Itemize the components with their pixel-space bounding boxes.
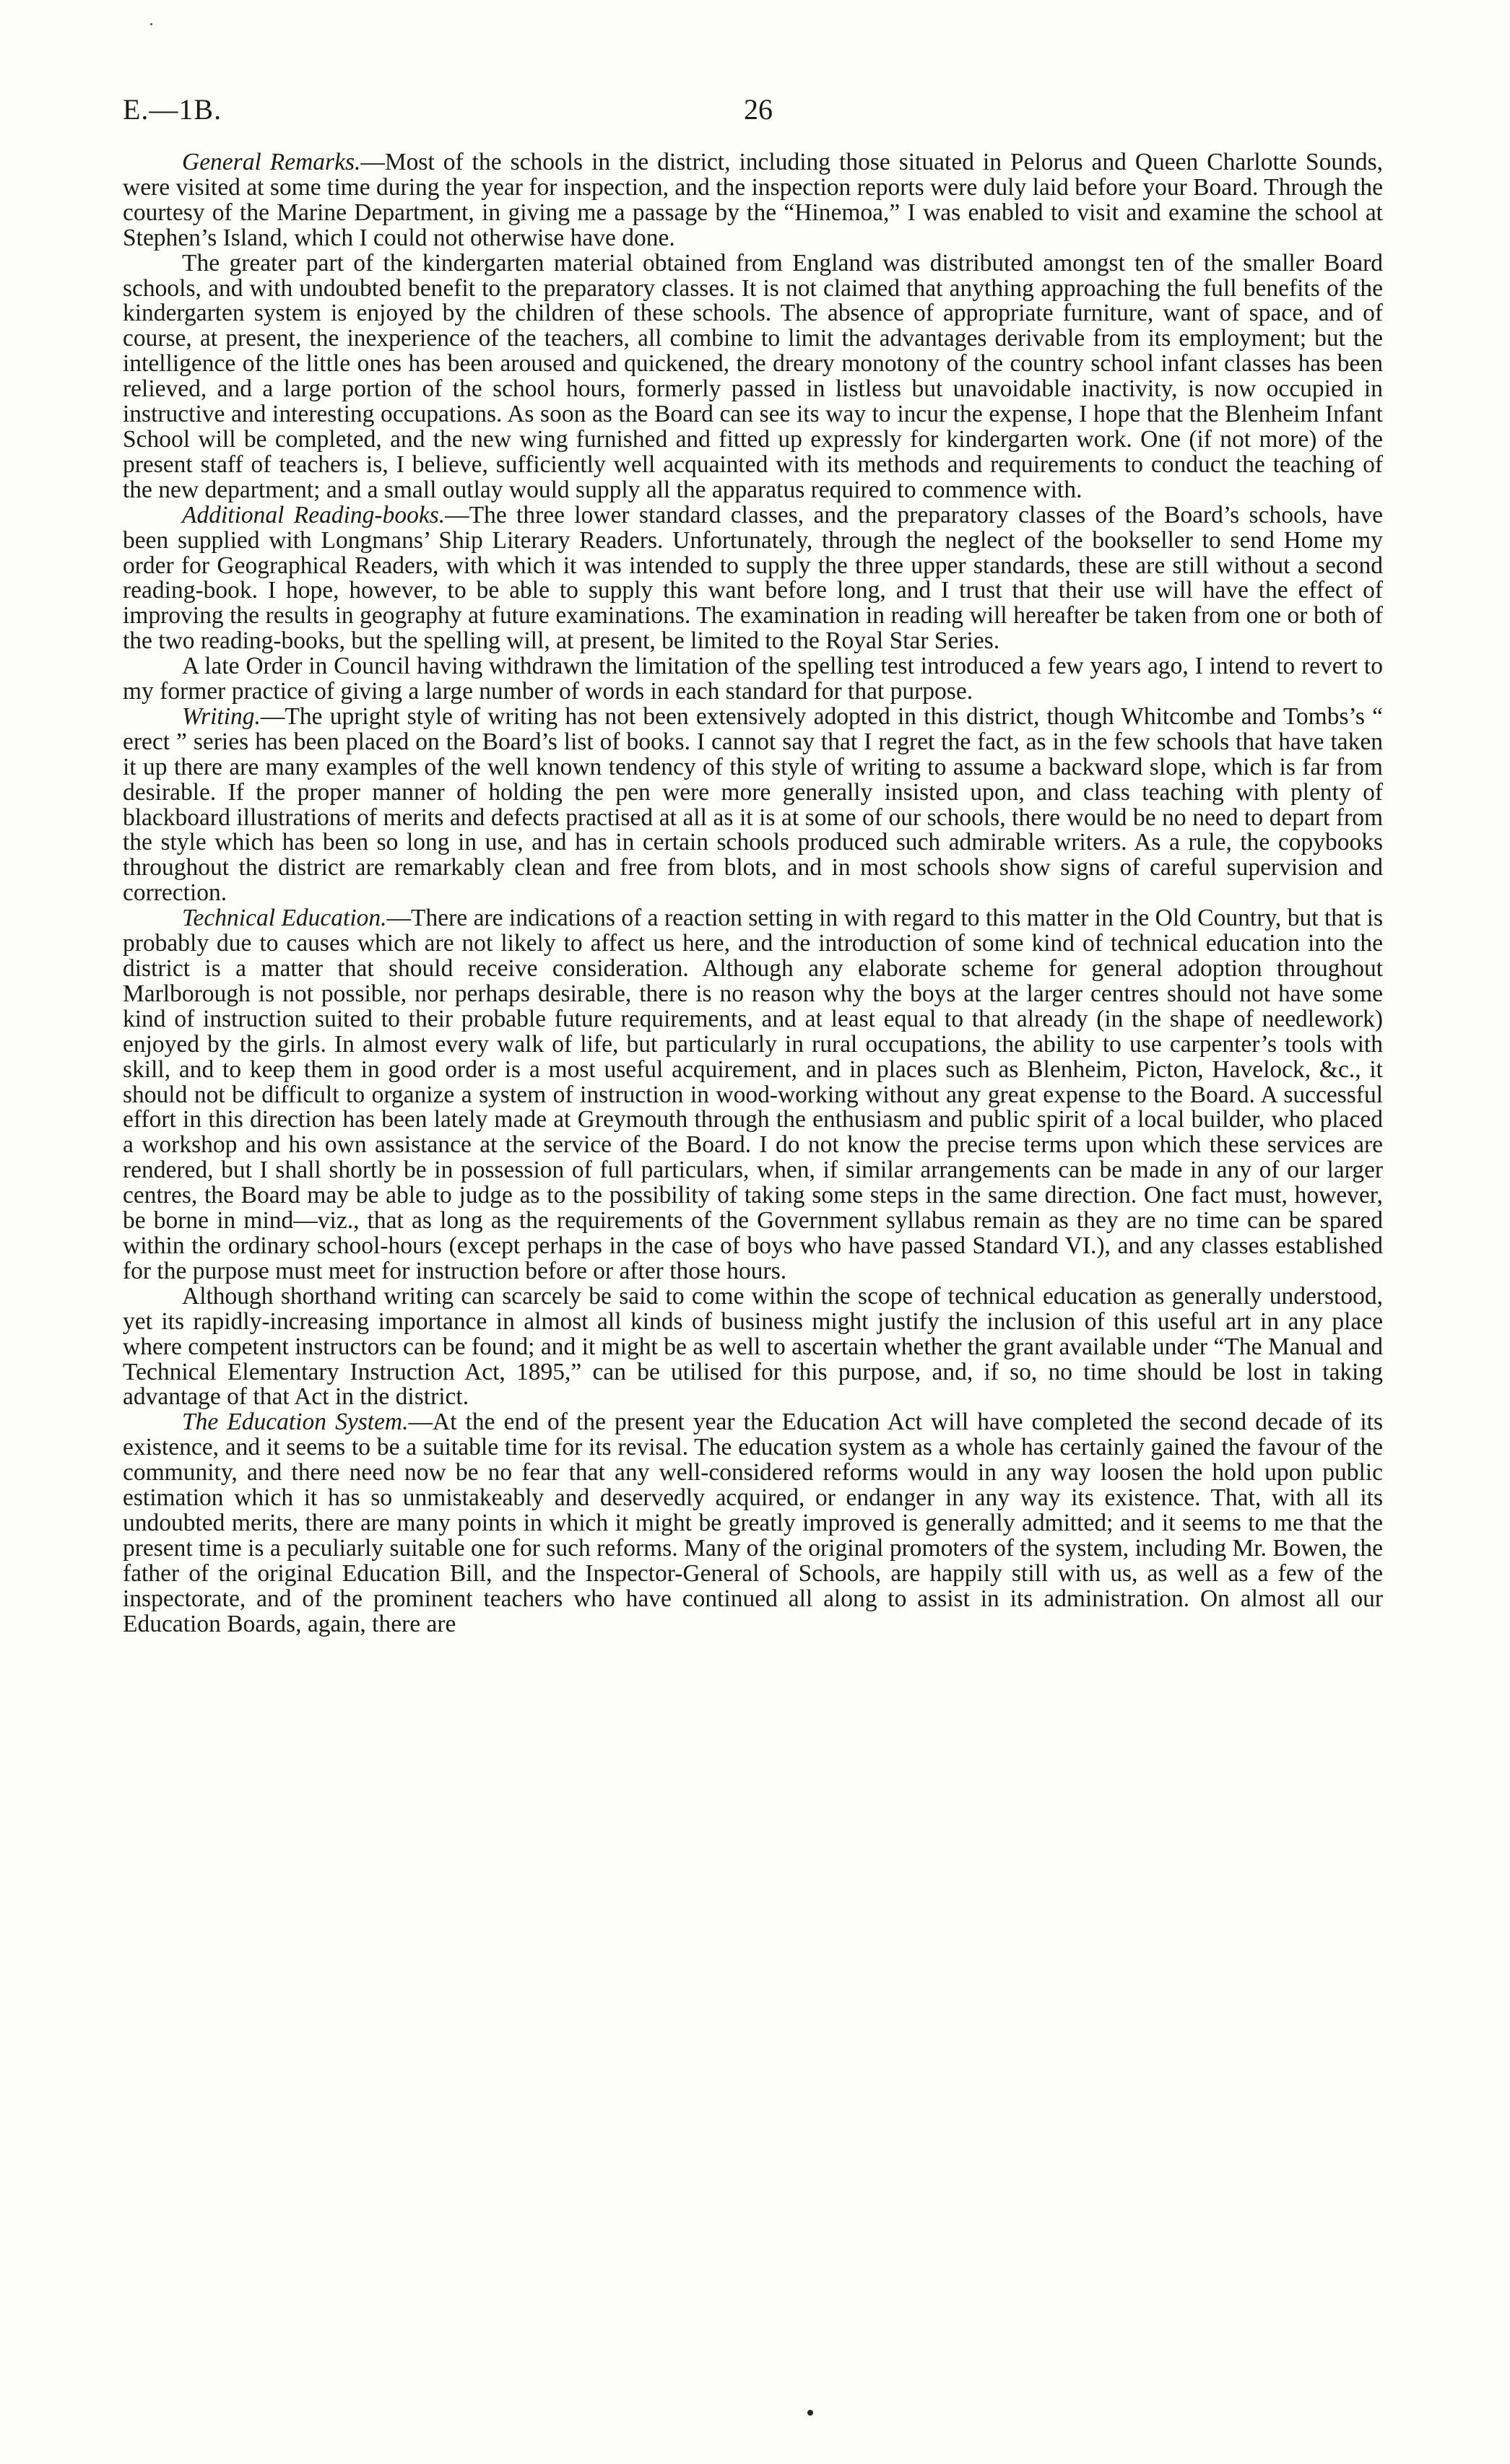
page-header [123,92,1394,136]
paragraph-text: The greater part of the kindergarten material obtained from England was distributed amongst ten of the smaller Board schools, and with undoubted benefit to the preparatory classes. It is not claimed that anything approaching the full benefits of the kindergarten system is enjoyed by the children of these schools. The absence of appropriate furniture, want of space, and of course, at present, the inexperience of the teachers, all combine to limit the advantages derivable from its employment; but the intelligence of the little ones has been aroused and quickened, the dreary monotony of the country school infant classes has been relieved, and a large portion of the school hours, formerly passed in listless but unavoidable inactivity, is now occupied in instructive and interesting occupations. As soon as the Board can see its way to incur the expense, I hope that the Blenheim Infant School will be completed, and the new wing furnished and fitted up expressly for kindergarten work. One (if not more) of the present staff of teachers is, I believe, sufficiently well acquainted with its methods and requirements to conduct the teaching of the new department; and a small outlay would supply all the apparatus required to commence with. [123,249,1383,503]
paragraph-text: —At the end of the present year the Education Act will have completed the second decade of its existence, and it seems to be a suitable time for its revisal. The education system as a whole has certainly gained the favour of the community, and there need now be no fear that any well-considered reforms would in any way loosen the hold upon public estimation which it has so unmistakeably and deservedly acquired, or endanger in any way its existence. That, with all its undoubted merits, there are many points in which it might be greatly improved is generally admitted; and it seems to me that the present time is a peculiarly suitable one for such reforms. Many of the original promoters of the system, including Mr. Bowen, the father of the original Education Bill, and the Inspector-General of Schools, are happily still with us, as well as a few of the inspectorate, and of the prominent teachers who have continued all along to assist in its administration. On almost all our Education Boards, again, there are [123,1409,1383,1637]
paragraph-text: Although shorthand writing can scarcely be said to come within the scope of technical education as generally understood, yet its rapidly-increasing importance in almost all kinds of business might justify the inclusion of this useful art in any place where competent instructors can be found; and it might be as well to ascertain whether the grant available under “The Manual and Technical Elementary Instruction Act, 1895,” can be utilised for this purpose, and, if so, no time should be lost in taking advantage of that Act in the district. [123,1282,1383,1411]
paragraph-text: —Most of the schools in the district, including those situated in Pelorus and Queen Charlotte Sounds, were visited at some time during the year for inspection, and the inspection reports were duly laid before your Board. Through the courtesy of the Marine Department, in giving me a passage by the “Hinemoa,” I was enabled to visit and examine the school at Stephen’s Island, which I could not otherwise have done. [123,149,1383,251]
paragraph-kindergarten [123,251,1383,503]
document-reference: E.—1B. [123,93,222,126]
paragraph-general-remarks [123,150,1383,251]
section-heading: General Remarks. [182,149,361,175]
paragraph-shorthand [123,1284,1383,1411]
report-body [123,150,1383,1637]
paragraph-text: —There are indications of a reaction setting in with regard to this matter in the Old Country, but that is probably due to causes which are not likely to affect us here, and the introduction of some kind of technical education into the district is a matter that should receive consideration. Although any elaborate scheme for general adoption throughout Marlborough is not possible, nor perhaps desirable, there is no reason why the boys at the larger centres should not have some kind of instruction suited to their probable future requirements, and at least equal to that already (in the shape of needlework) enjoyed by the girls. In almost every walk of life, but particularly in rural occupations, the ability to use carpenter’s tools with skill, and to keep them in good order is a most useful acquirement, and in places such as Blenheim, Picton, Havelock, &c., it should not be difficult to organize a system of instruction in wood-working without any great expense to the Board. A successful effort in this direction has been lately made at Greymouth through the enthusiasm and public spirit of a local builder, who placed a workshop and his own assistance at the service of the Board. I do not know the precise terms upon which these services are rendered, but I shall shortly be in possession of full particulars, when, if similar arrangements can be made in any of our larger centres, the Board may be able to judge as to the possibility of taking some steps in the same direction. One fact must, however, be borne in mind—viz., that as long as the requirements of the Government syllabus remain as they are no time can be spared within the ordinary school-hours (except perhaps in the case of boys who have passed Standard VI.), and any classes established for the purpose must meet for instruction before or after those hours. [123,905,1383,1284]
paragraph-text: —The three lower standard classes, and the preparatory classes of the Board’s schools, have been supplied with Longmans’ Ship Literary Readers. Unfortunately, through the neglect of the bookseller to send Home my order for Geographical Readers, with which it was intended to supply the three upper standards, these are still without a second reading-book. I hope, however, to be able to supply this want before long, and I trust that their use will have the effect of improving the results in geography at future examinations. The examination in reading will hereafter be taken from one or both of the two reading-books, but the spelling will, at present, be limited to the Royal Star Series. [123,501,1383,655]
section-heading: Writing. [182,702,261,730]
section-heading: Additional Reading-books. [182,501,446,528]
page-number: 26 [744,93,773,126]
print-speck [150,23,152,25]
paragraph-additional-reading-books [123,503,1383,654]
paragraph-text: —The upright style of writing has not been extensively adopted in this district, though Whitcombe and Tombs’s “ erect ” series has been placed on the Board’s list of books. I cannot say that I regret the fact, as in the few schools that have taken it up there are many examples of the well known tendency of this style of writing to assume a backward slope, which is far from desirable. If the proper manner of holding the pen were more generally insisted upon, and class teaching with plenty of blackboard illustrations of merits and defects practised at all as it is at some of our schools, there would be no need to depart from the style which has been so long in use, and has in certain schools produced such admirable writers. As a rule, the copybooks throughout the district are remarkably clean and free from blots, and in most schools show signs of careful supervision and correction. [123,702,1383,907]
paragraph-spelling [123,654,1383,705]
section-heading: Technical Education. [182,905,387,932]
section-heading: The Education System. [182,1409,409,1436]
paragraph-writing [123,702,1383,907]
print-mark [807,2410,813,2416]
paragraph-text: A late Order in Council having withdrawn the limitation of the spelling test introduced a few years ago, I intend to revert to my former practice of giving a large number of words in each standard for that purpose. [123,653,1383,705]
paragraph-technical-education [123,906,1383,1284]
paragraph-education-system [123,1410,1383,1637]
